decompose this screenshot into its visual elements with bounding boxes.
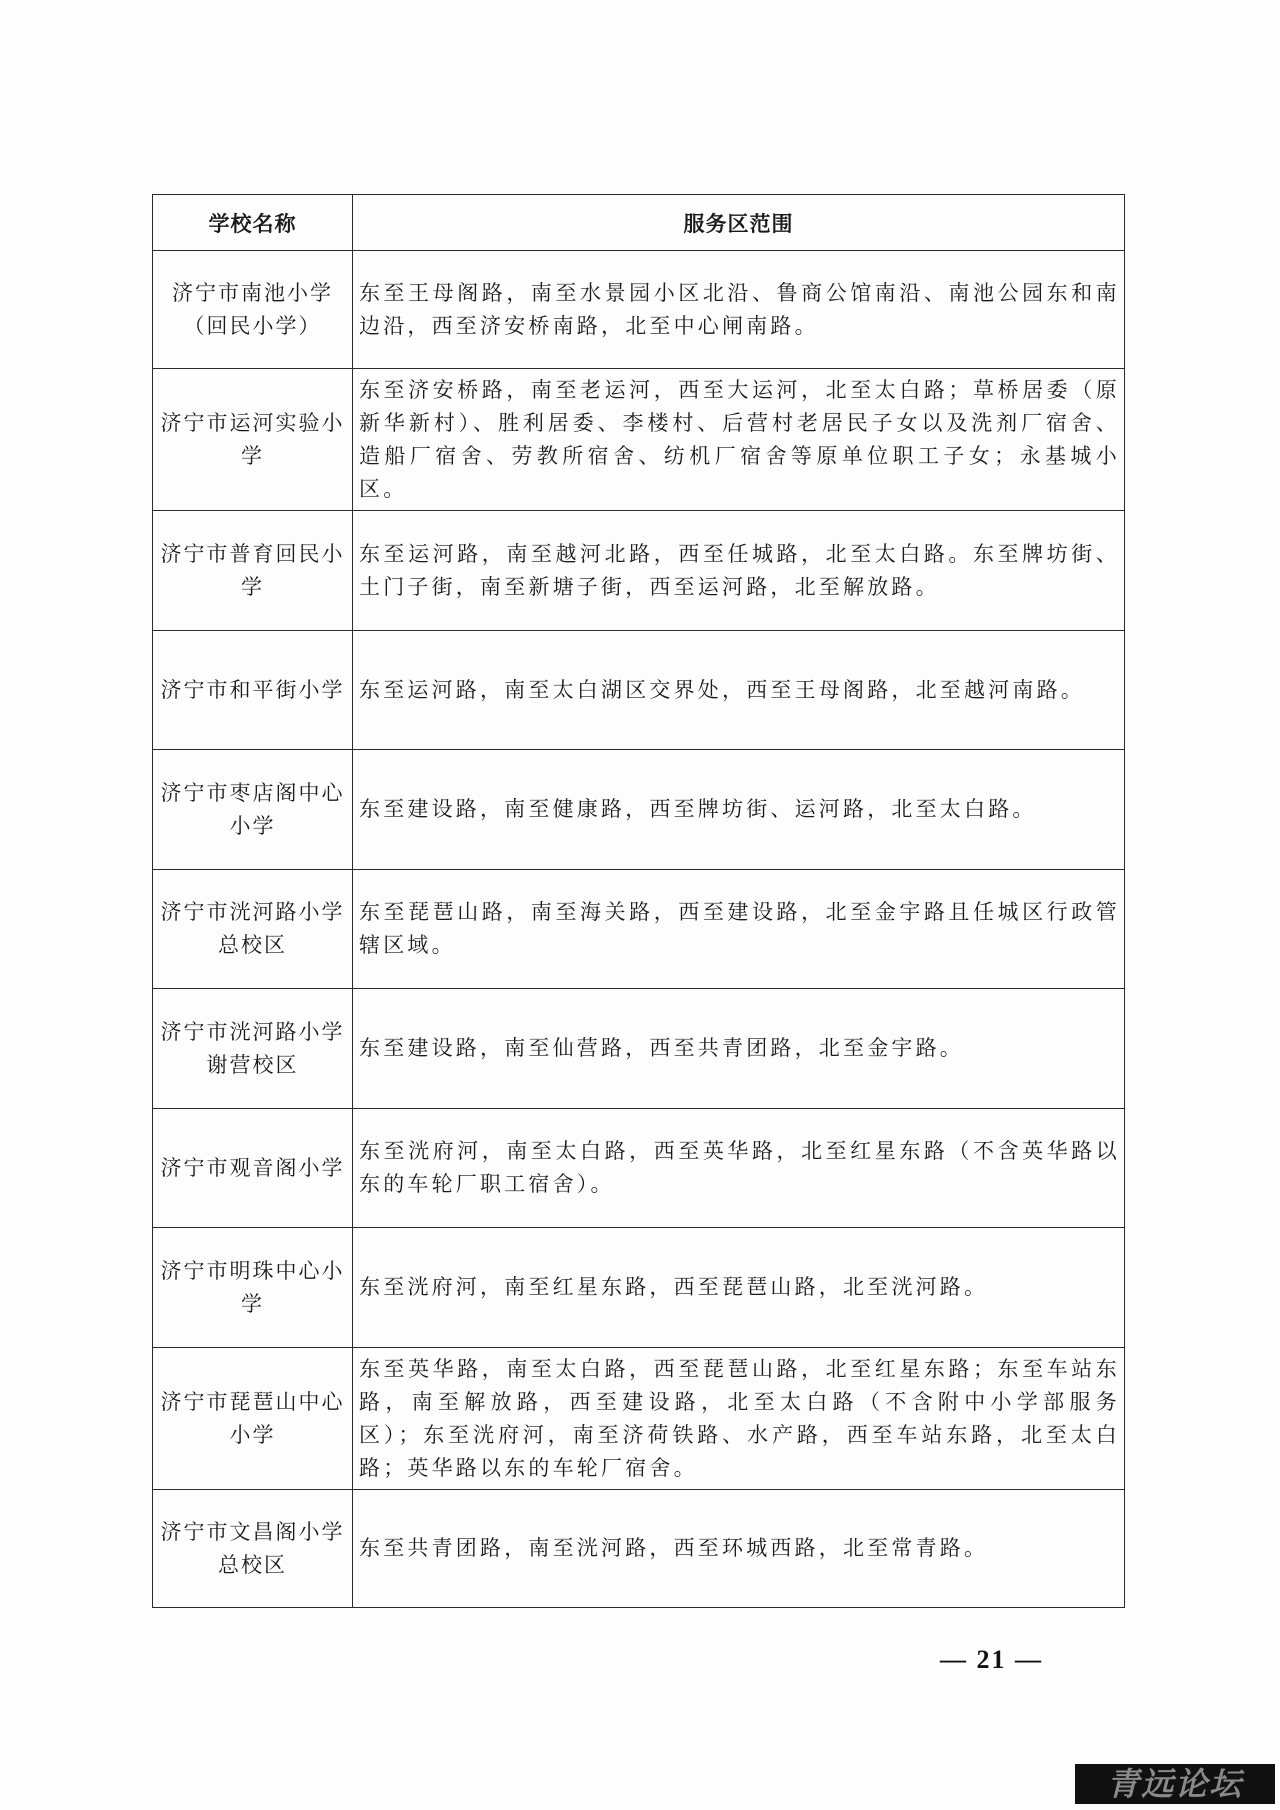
header-school-name: 学校名称: [153, 195, 353, 251]
school-name-cell: 济宁市运河实验小学: [153, 369, 353, 511]
school-name-cell: 济宁市文昌阁小学总校区: [153, 1490, 353, 1608]
service-area-cell: 东至王母阁路，南至水景园小区北沿、鲁商公馆南沿、南池公园东和南边沿，西至济安桥南路，北至中心闸南路。: [353, 251, 1125, 369]
table-header-row: [153, 195, 1125, 251]
service-area-cell: 东至共青团路，南至洸河路，西至环城西路，北至常青路。: [353, 1490, 1125, 1608]
table-row: [153, 870, 1125, 989]
school-name-cell: 济宁市琵琶山中心小学: [153, 1348, 353, 1490]
table-row: [153, 369, 1125, 511]
table-row: [153, 511, 1125, 631]
school-name-cell: 济宁市枣店阁中心小学: [153, 750, 353, 870]
service-area-cell: 东至洸府河，南至红星东路，西至琵琶山路，北至洸河路。: [353, 1228, 1125, 1348]
school-name-cell: 济宁市南池小学（回民小学）: [153, 251, 353, 369]
service-area-cell: 东至洸府河，南至太白路，西至英华路，北至红星东路（不含英华路以东的车轮厂职工宿舍）。: [353, 1109, 1125, 1228]
service-area-cell: 东至运河路，南至越河北路，西至任城路，北至太白路。东至牌坊街、土门子街，南至新塘子街，西至运河路，北至解放路。: [353, 511, 1125, 631]
header-service-area: 服务区范围: [353, 195, 1125, 251]
service-area-cell: 东至建设路，南至健康路，西至牌坊街、运河路，北至太白路。: [353, 750, 1125, 870]
page-number: — 21 —: [940, 1645, 1043, 1674]
service-area-cell: 东至英华路，南至太白路，西至琵琶山路，北至红星东路；东至车站东路，南至解放路，西至建设路，北至太白路（不含附中小学部服务区）；东至洸府河，南至济荷铁路、水产路，西至车站东路，北至太白路；英华路以东的车轮厂宿舍。: [353, 1348, 1125, 1490]
service-area-cell: 东至运河路，南至太白湖区交界处，西至王母阁路，北至越河南路。: [353, 631, 1125, 750]
school-name-cell: 济宁市洸河路小学总校区: [153, 870, 353, 989]
table-row: [153, 1348, 1125, 1490]
table-row: [153, 1109, 1125, 1228]
service-area-cell: 东至建设路，南至仙营路，西至共青团路，北至金宇路。: [353, 989, 1125, 1109]
service-area-cell: 东至济安桥路，南至老运河，西至大运河，北至太白路；草桥居委（原新华新村）、胜利居委、李楼村、后营村老居民子女以及洗剂厂宿舍、造船厂宿舍、劳教所宿舍、纺机厂宿舍等原单位职工子女；永基城小区。: [353, 369, 1125, 511]
school-name-cell: 济宁市和平街小学: [153, 631, 353, 750]
school-name-cell: 济宁市明珠中心小学: [153, 1228, 353, 1348]
service-area-cell: 东至琵琶山路，南至海关路，西至建设路，北至金宇路且任城区行政管辖区域。: [353, 870, 1125, 989]
table-row: [153, 989, 1125, 1109]
school-name-cell: 济宁市洸河路小学谢营校区: [153, 989, 353, 1109]
school-service-area-table: [152, 194, 1125, 1608]
table-row: [153, 1228, 1125, 1348]
table-row: [153, 1490, 1125, 1608]
school-name-cell: 济宁市观音阁小学: [153, 1109, 353, 1228]
table-row: [153, 631, 1125, 750]
table-row: [153, 750, 1125, 870]
school-name-cell: 济宁市普育回民小学: [153, 511, 353, 631]
table-row: [153, 251, 1125, 369]
forum-watermark-logo: 青远论坛: [1075, 1764, 1275, 1804]
